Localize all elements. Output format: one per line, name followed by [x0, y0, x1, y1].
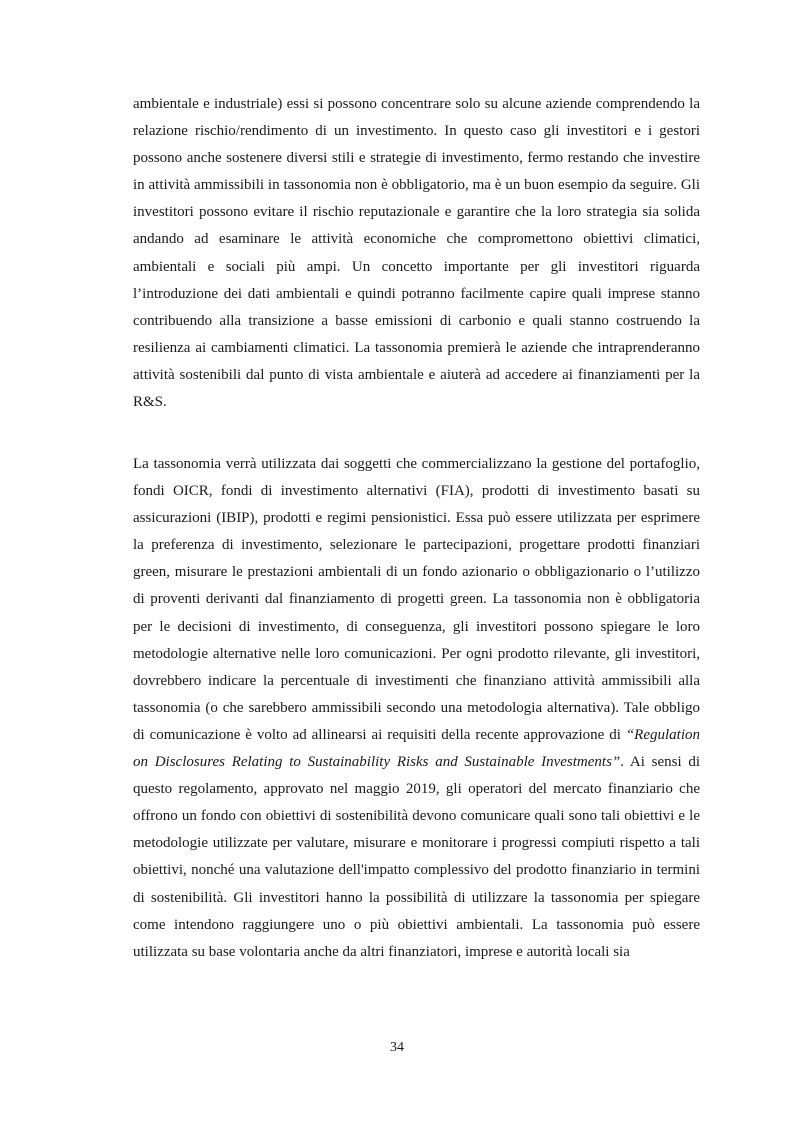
paragraph-2-text-start: La tassonomia verrà utilizzata dai soggetti che commercializzano la gestione del portafoglio, fondi OICR, fondi di investimento alternativi (FIA), prodotti di investimento basati su assicurazioni (IBIP), prodotti e regimi pensionistici. Essa può essere utilizzata per esprimere la preferenza di investimento, selezionare le partecipazioni, progettare prodotti finanziari green, misurare le prestazioni ambientali di un fondo azionario o obbligazionario o l’utilizzo di proventi derivanti dal finanziamento di progetti green. La tassonomia non è obbligatoria per le decisioni di investimento, di conseguenza, gli investitori possono spiegare le loro metodologie alternative nelle loro comunicazioni. Per ogni prodotto rilevante, gli investitori, dovrebbero indicare la percentuale di investimenti che finanziano attività ammissibili alla tassonomia (o che sarebbero ammissibili secondo una metodologia alternativa). Tale obbligo di comunicazione è volto ad allinearsi ai requisiti della recente approvazione di [133, 456, 700, 743]
paragraph-2-text-end: . Ai sensi di questo regolamento, approvato nel maggio 2019, gli operatori del mercato finanziario che offrono un fondo con obiettivi di sostenibilità devono comunicare quali sono tali obiettivi e le metodologie utilizzate per valutare, misurare e monitorare i progressi compiuti rispetto a tali obiettivi, nonché una valutazione dell'impatto complessivo del prodotto finanziario in termini di sostenibilità. Gli investitori hanno la possibilità di utilizzare la tassonomia per spiegare come intendono raggiungere uno o più obiettivi ambientali. La tassonomia può essere utilizzata su base volontaria anche da altri finanziatori, imprese e autorità locali sia [133, 754, 700, 960]
paragraph-2 [133, 451, 700, 966]
paragraph-1: ambientale e industriale) essi si possono concentrare solo su alcune aziende comprendendo la relazione rischio/rendimento di un investimento. In questo caso gli investitori e i gestori possono anche sostenere diversi stili e strategie di investimento, fermo restando che investire in attività ammissibili in tassonomia non è obbligatorio, ma è un buon esempio da seguire. Gli investitori possono evitare il rischio reputazionale e garantire che la loro strategia sia solida andando ad esaminare le attività economiche che compromettono obiettivi climatici, ambientali e sociali più ampi. Un concetto importante per gli investitori riguarda l’introduzione dei dati ambientali e quindi potranno facilmente capire quali imprese stanno contribuendo alla transizione a basse emissioni di carbonio e quali stanno costruendo la resilienza ai cambiamenti climatici. La tassonomia premierà le aziende che intraprenderanno attività sostenibili dal punto di vista ambientale e aiuterà ad accedere ai finanziamenti per la R&S. [133, 96, 700, 411]
page-number: 34 [390, 1040, 404, 1055]
regulation-title: “Regulation on Disclosures Relating to Sustainability Risks and Sustainable Investments” [133, 726, 700, 771]
